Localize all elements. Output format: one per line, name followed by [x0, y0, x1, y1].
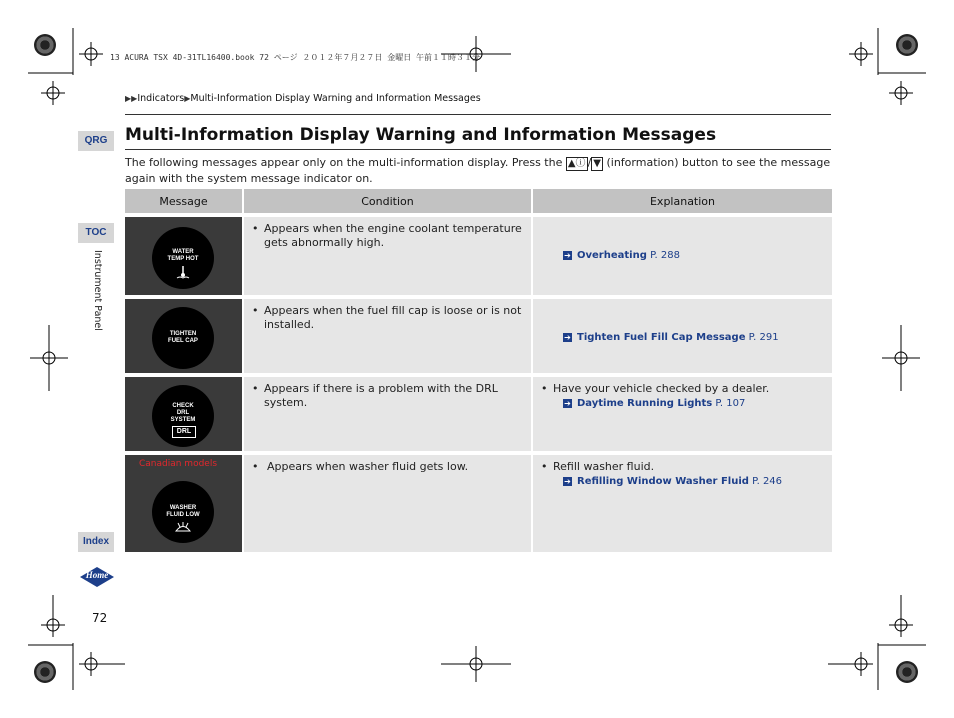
reference-title: Daytime Running Lights — [577, 398, 713, 409]
display-line: TEMP HOT — [167, 256, 199, 262]
qrg-tab[interactable]: QRG — [78, 131, 114, 151]
breadcrumb-rule — [125, 114, 831, 115]
reference-page: P. 107 — [715, 398, 746, 409]
home-button[interactable] — [78, 566, 116, 588]
message-display-cell — [125, 295, 244, 373]
water-temp-hot-display — [152, 227, 214, 289]
message-display-cell — [125, 373, 244, 451]
down-key-icon: ▼ — [593, 158, 601, 169]
canadian-models-note: Canadian models — [139, 459, 218, 469]
info-up-key-icon: ▲ⓘ — [567, 158, 586, 169]
tighten-fuel-cap-display — [152, 307, 214, 369]
table-row — [125, 373, 832, 451]
condition-cell: • Appears when the fuel fill cap is loose or is not installed. — [244, 295, 533, 373]
breadcrumb — [125, 93, 481, 104]
explanation-text: Have your vehicle checked by a dealer. — [553, 382, 770, 395]
header-explanation: Explanation — [533, 189, 832, 213]
page-number: 72 — [92, 611, 108, 625]
display-line: FUEL CAP — [168, 338, 198, 344]
breadcrumb-link-indicators[interactable]: Indicators — [137, 93, 185, 104]
explanation-text: Refill washer fluid. — [553, 460, 655, 473]
reference-arrow-icon: ➔ — [564, 250, 571, 260]
washer-fluid-low-display — [152, 481, 214, 543]
reference-title: Overheating — [577, 250, 647, 261]
reference-page: P. 291 — [748, 332, 779, 343]
explanation-cell — [533, 295, 832, 373]
table-row — [125, 451, 832, 552]
display-line: DRL — [176, 410, 190, 416]
condition-text: Appears when the fuel fill cap is loose or is not installed. — [264, 304, 522, 331]
display-line: WASHER — [169, 505, 197, 511]
reference-arrow-icon: ➔ — [564, 398, 571, 408]
drl-badge: DRL — [172, 426, 196, 438]
condition-cell: • Appears when washer fluid gets low. — [244, 451, 533, 552]
explanation-cell — [533, 213, 832, 295]
table-header-row — [125, 189, 832, 213]
washer-fluid-reference-link[interactable] — [563, 476, 782, 487]
page-title: Multi-Information Display Warning and Information Messages — [125, 125, 717, 145]
header-message: Message — [125, 189, 244, 213]
toc-tab[interactable]: TOC — [78, 223, 114, 243]
condition-text: Appears if there is a problem with the DRL system. — [264, 382, 498, 409]
condition-text: Appears when washer fluid gets low. — [267, 460, 469, 473]
home-label: Home — [85, 570, 109, 580]
breadcrumb-current: Multi-Information Display Warning and Information Messages — [190, 93, 481, 104]
breadcrumb-arrows: ▶▶ — [125, 94, 138, 103]
print-header: 13 ACURA TSX 4D-31TL16400.book 72 ページ ２０１２年７月２７日 金曜日 午前１１時３１分 — [110, 53, 481, 62]
table-row — [125, 295, 832, 373]
explanation-cell: • Have your vehicle checked by a dealer. ➔ Daytime Running Lights P. 107 — [533, 373, 832, 451]
title-rule — [125, 149, 831, 150]
section-vertical-label: Instrument Panel — [92, 250, 103, 331]
daytime-running-lights-reference-link[interactable] — [563, 398, 745, 409]
index-tab[interactable]: Index — [78, 532, 114, 552]
message-display-cell — [125, 451, 244, 552]
table-row — [125, 213, 832, 295]
key-separator: / — [587, 156, 592, 169]
intro-text-before: The following messages appear only on the multi-information display. Press the — [125, 156, 563, 169]
reference-arrow-icon: ➔ — [564, 476, 571, 486]
condition-cell: • Appears if there is a problem with the DRL system. — [244, 373, 533, 451]
message-table — [125, 189, 832, 552]
display-line: CHECK — [172, 403, 194, 409]
condition-cell: • Appears when the engine coolant temperature gets abnormally high. — [244, 213, 533, 295]
display-line: SYSTEM — [170, 417, 196, 423]
display-line: FLUID LOW — [166, 512, 200, 518]
reference-arrow-icon: ➔ — [564, 332, 571, 342]
header-condition: Condition — [244, 189, 533, 213]
display-line: WATER — [172, 249, 194, 255]
coolant-temperature-icon — [176, 265, 190, 279]
tighten-fuel-cap-reference-link[interactable] — [563, 332, 779, 343]
display-line: TIGHTEN — [169, 331, 197, 337]
intro-paragraph — [125, 155, 831, 186]
reference-title: Tighten Fuel Fill Cap Message — [577, 332, 746, 343]
reference-page: P. 246 — [752, 476, 783, 487]
reference-title: Refilling Window Washer Fluid — [577, 476, 749, 487]
intro-text-after: (information) button to see the message again with the system message indicator on. — [125, 156, 831, 185]
breadcrumb-separator: ▶ — [184, 94, 191, 103]
overheating-reference-link[interactable] — [563, 250, 680, 261]
washer-fluid-icon — [175, 522, 191, 532]
check-drl-system-display — [152, 385, 214, 447]
condition-text: Appears when the engine coolant temperature gets abnormally high. — [264, 222, 522, 249]
explanation-cell: • Refill washer fluid. ➔ Refilling Window Washer Fluid P. 246 — [533, 451, 832, 552]
message-display-cell — [125, 213, 244, 295]
reference-page: P. 288 — [650, 250, 680, 261]
